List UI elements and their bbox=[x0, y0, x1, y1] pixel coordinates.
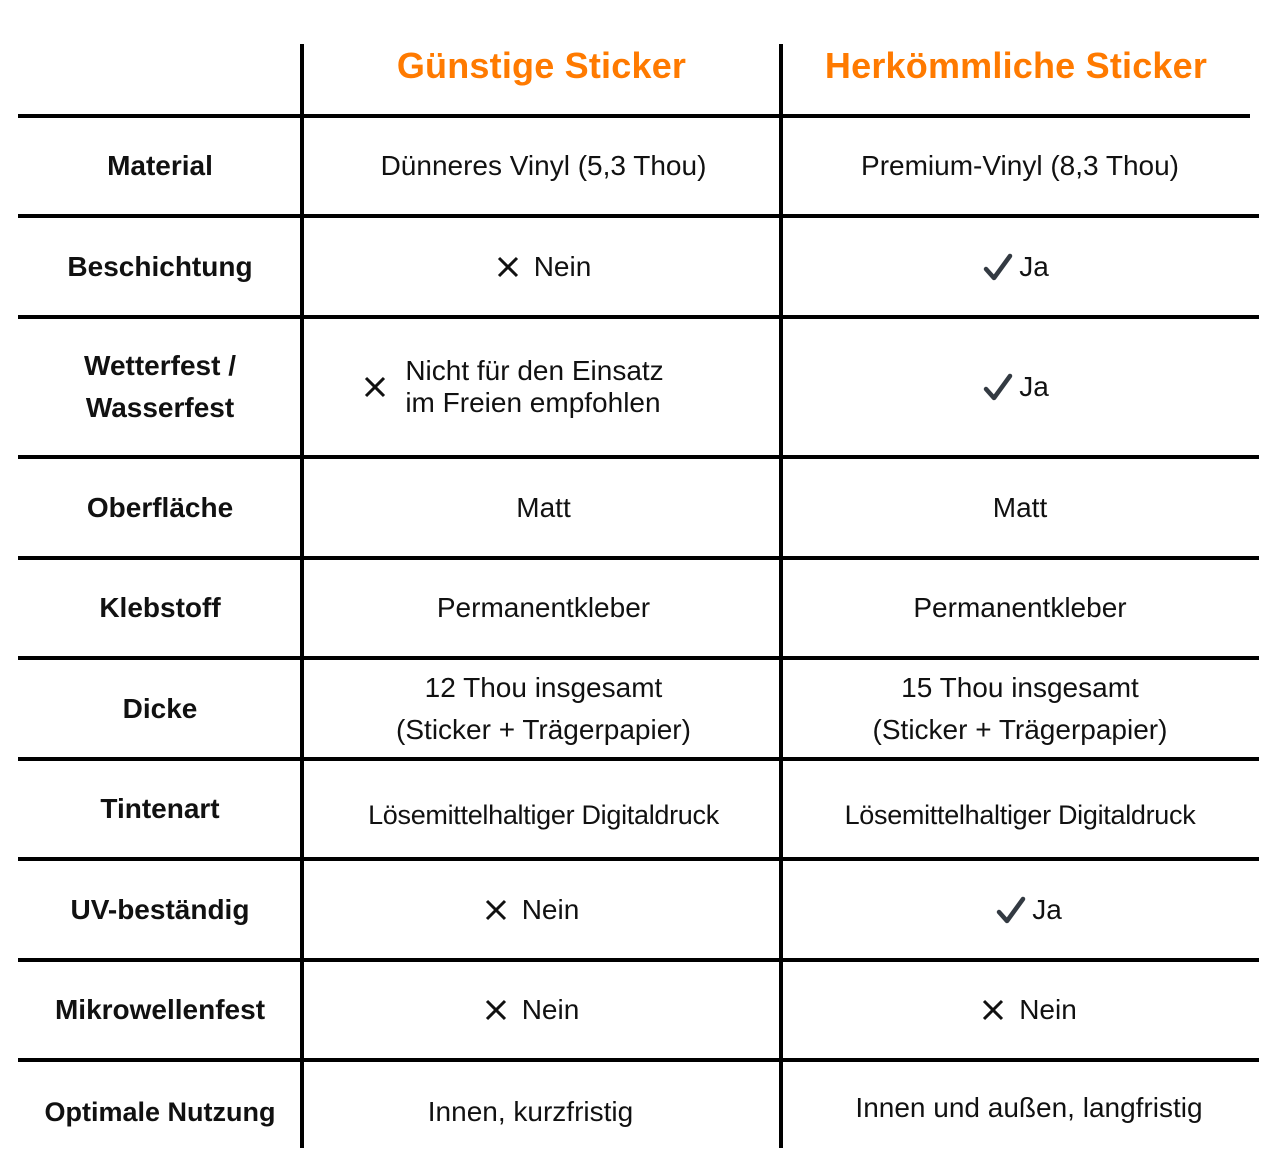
column-header-cheap-stickers: Günstige Sticker bbox=[396, 45, 687, 86]
row-label-weatherproof bbox=[18, 319, 302, 455]
cell-weatherproof-conventional bbox=[785, 319, 1255, 455]
cell-uv-cheap bbox=[306, 861, 781, 958]
x-icon bbox=[496, 255, 520, 279]
row-label-microwave-safe: Mikrowellenfest bbox=[54, 994, 266, 1025]
cell-adhesive-conventional: Permanentkleber bbox=[913, 592, 1127, 623]
cell-text-line: im Freien empfohlen bbox=[405, 387, 661, 418]
cell-coating-cheap bbox=[306, 218, 781, 315]
cell-material-conventional: Premium-Vinyl (8,3 Thou) bbox=[861, 150, 1179, 181]
check-icon bbox=[983, 252, 1013, 282]
x-icon bbox=[484, 898, 508, 922]
cell-coating-conventional bbox=[785, 218, 1255, 315]
row-label-surface: Oberfläche bbox=[86, 491, 234, 523]
cell-text: Nein bbox=[1019, 994, 1077, 1025]
row-label-ink-type: Tintenart bbox=[100, 793, 220, 824]
check-icon bbox=[983, 372, 1013, 402]
cell-text-line: (Sticker + Trägerpapier) bbox=[872, 713, 1168, 745]
cell-text: Ja bbox=[1019, 371, 1049, 402]
cell-text: Nein bbox=[533, 250, 592, 282]
cell-ink-type-conventional: Lösemittelhaltiger Digitaldruck bbox=[844, 800, 1196, 830]
cell-text-line: (Sticker + Trägerpapier) bbox=[396, 713, 691, 745]
label-line: Wetterfest / bbox=[84, 350, 236, 381]
cell-text: Ja bbox=[1019, 250, 1049, 282]
cell-thickness-conventional bbox=[785, 660, 1255, 757]
cell-adhesive-cheap: Permanentkleber bbox=[436, 592, 651, 623]
cell-text: Ja bbox=[1032, 893, 1062, 925]
cell-microwave-conventional bbox=[785, 962, 1255, 1058]
row-label-adhesive: Klebstoff bbox=[99, 592, 221, 623]
cell-text-line: 15 Thou insgesamt bbox=[901, 671, 1139, 703]
row-label-coating: Beschichtung bbox=[67, 250, 253, 282]
cell-optimal-use-cheap: Innen, kurzfristig bbox=[427, 1096, 634, 1127]
cell-text: Nein bbox=[521, 994, 580, 1025]
column-header-conventional-stickers: Herkömmliche Sticker bbox=[824, 45, 1208, 86]
cell-surface-conventional: Matt bbox=[992, 491, 1048, 523]
cell-material-cheap: Dünneres Vinyl (5,3 Thou) bbox=[380, 150, 707, 181]
cell-ink-type-cheap: Lösemittelhaltiger Digitaldruck bbox=[368, 800, 719, 830]
row-label-thickness: Dicke bbox=[122, 692, 198, 724]
x-icon bbox=[981, 998, 1005, 1022]
cell-surface-cheap: Matt bbox=[516, 491, 571, 523]
cell-optimal-use-conventional: Innen und außen, langfristig bbox=[855, 1092, 1203, 1123]
check-icon bbox=[996, 895, 1026, 925]
label-line: Wasserfest bbox=[85, 392, 235, 423]
row-label-optimal-use: Optimale Nutzung bbox=[44, 1097, 276, 1127]
row-label-uv-resistant: UV-beständig bbox=[70, 893, 250, 925]
cell-thickness-cheap bbox=[306, 660, 781, 757]
cell-microwave-cheap bbox=[306, 962, 781, 1058]
cell-uv-conventional bbox=[785, 861, 1255, 958]
x-icon bbox=[484, 998, 508, 1022]
cell-text-line: Nicht für den Einsatz bbox=[405, 355, 664, 386]
cell-weatherproof-cheap bbox=[306, 319, 781, 455]
cell-text: Nein bbox=[521, 893, 580, 925]
x-icon bbox=[363, 375, 387, 399]
cell-text-line: 12 Thou insgesamt bbox=[424, 671, 663, 703]
row-label-material: Material bbox=[107, 150, 213, 181]
